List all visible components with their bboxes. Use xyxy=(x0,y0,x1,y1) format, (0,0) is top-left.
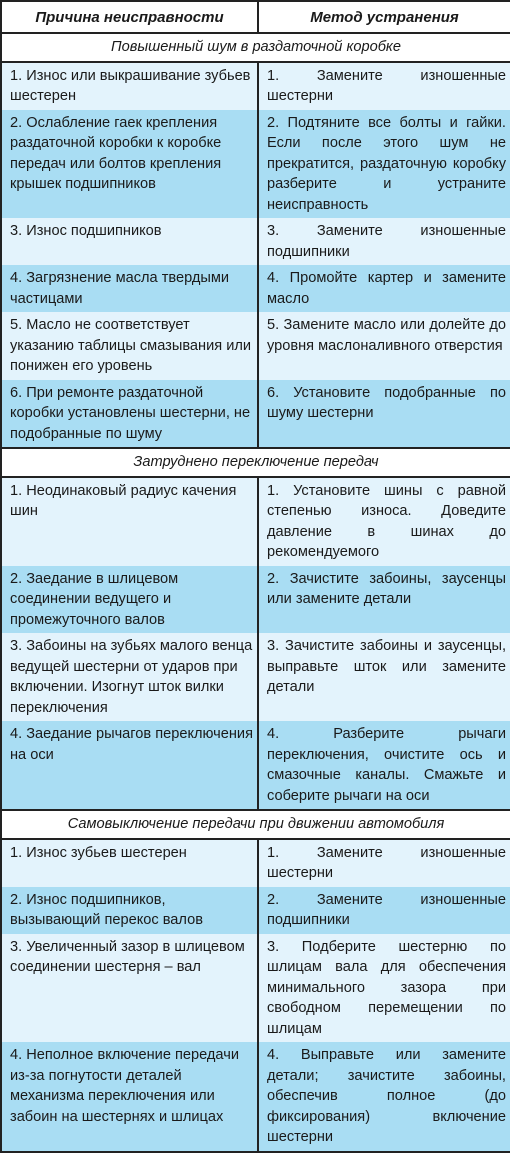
table-row xyxy=(1,477,510,566)
table-row xyxy=(1,110,510,219)
table-row xyxy=(1,934,510,1043)
remedy-cell: 6. Установите подобранные по шуму шестерни xyxy=(258,380,510,449)
cause-cell: 2. Заедание в шлицевом соединении ведущего и промежуточного валов xyxy=(1,566,258,634)
remedy-cell: 4. Разберите рычаги переключения, очистите ось и смазочные каналы. Смажьте и соберите рычаги на оси xyxy=(258,721,510,810)
section-title: Затруднено переключение передач xyxy=(1,448,510,477)
header-row xyxy=(1,1,510,33)
remedy-cell: 1. Установите шины с равной степенью износа. Доведите давление в шинах до рекомендуемого xyxy=(258,477,510,566)
remedy-cell: 2. Зачистите забоины, заусенцы или замените детали xyxy=(258,566,510,634)
cause-cell: 2. Ослабление гаек крепления раздаточной коробки к коробке передач или болтов крепления крышек подшипников xyxy=(1,110,258,219)
section-header xyxy=(1,33,510,62)
cause-cell: 4. Неполное включение передачи из-за погнутости деталей механизма переключения или забоин на шестернях и шлицах xyxy=(1,1042,258,1152)
table-row xyxy=(1,721,510,810)
table-row xyxy=(1,566,510,634)
remedy-cell: 2. Замените изношенные подшипники xyxy=(258,887,510,934)
cause-cell: 1. Износ или выкрашивание зубьев шестерен xyxy=(1,62,258,110)
table-row xyxy=(1,839,510,887)
section-title: Самовыключение передачи при движении автомобиля xyxy=(1,810,510,839)
cause-cell: 2. Износ подшипников, вызывающий перекос валов xyxy=(1,887,258,934)
header-cause: Причина неисправности xyxy=(1,1,258,33)
remedy-cell: 1. Замените изношенные шестерни xyxy=(258,839,510,887)
table-row xyxy=(1,633,510,721)
cause-cell: 4. Загрязнение масла твердыми частицами xyxy=(1,265,258,312)
remedy-cell: 4. Промойте картер и замените масло xyxy=(258,265,510,312)
remedy-cell: 2. Подтяните все болты и гайки. Если после этого шум не прекратится, раздаточную коробку разберите и устраните неисправность xyxy=(258,110,510,219)
cause-cell: 3. Забоины на зубьях малого венца ведущей шестерни от ударов при включении. Изогнут шток вилки переключения xyxy=(1,633,258,721)
section-title: Повышенный шум в раздаточной коробке xyxy=(1,33,510,62)
cause-cell: 6. При ремонте раздаточной коробки установлены шестерни, не подобранные по шуму xyxy=(1,380,258,449)
table-row xyxy=(1,62,510,110)
cause-cell: 3. Увеличенный зазор в шлицевом соединении шестерня – вал xyxy=(1,934,258,1043)
header-remedy: Метод устранения xyxy=(258,1,510,33)
cause-cell: 1. Износ зубьев шестерен xyxy=(1,839,258,887)
remedy-cell: 3. Зачистите забоины и заусенцы, выправьте шток или замените детали xyxy=(258,633,510,721)
cause-cell: 4. Заедание рычагов переключения на оси xyxy=(1,721,258,810)
cause-cell: 3. Износ подшипников xyxy=(1,218,258,265)
section-header xyxy=(1,810,510,839)
cause-cell: 5. Масло не соответствует указанию таблицы смазывания или понижен его уровень xyxy=(1,312,258,380)
cause-cell: 1. Неодинаковый радиус качения шин xyxy=(1,477,258,566)
remedy-cell: 3. Замените изношенные подшипники xyxy=(258,218,510,265)
table-row xyxy=(1,218,510,265)
remedy-cell: 4. Выправьте или замените детали; зачистите забоины, обеспечив полное (до фиксирования) включение шестерни xyxy=(258,1042,510,1152)
table-row xyxy=(1,265,510,312)
remedy-cell: 1. Замените изношенные шестерни xyxy=(258,62,510,110)
table-row xyxy=(1,380,510,449)
remedy-cell: 3. Подберите шестерню по шлицам вала для обеспечения минимального зазора при свободном перемещении по шлицам xyxy=(258,934,510,1043)
section-header xyxy=(1,448,510,477)
remedy-cell: 5. Замените масло или долейте до уровня маслоналивного отверстия xyxy=(258,312,510,380)
table-row xyxy=(1,1042,510,1152)
table-row xyxy=(1,887,510,934)
table-row xyxy=(1,312,510,380)
